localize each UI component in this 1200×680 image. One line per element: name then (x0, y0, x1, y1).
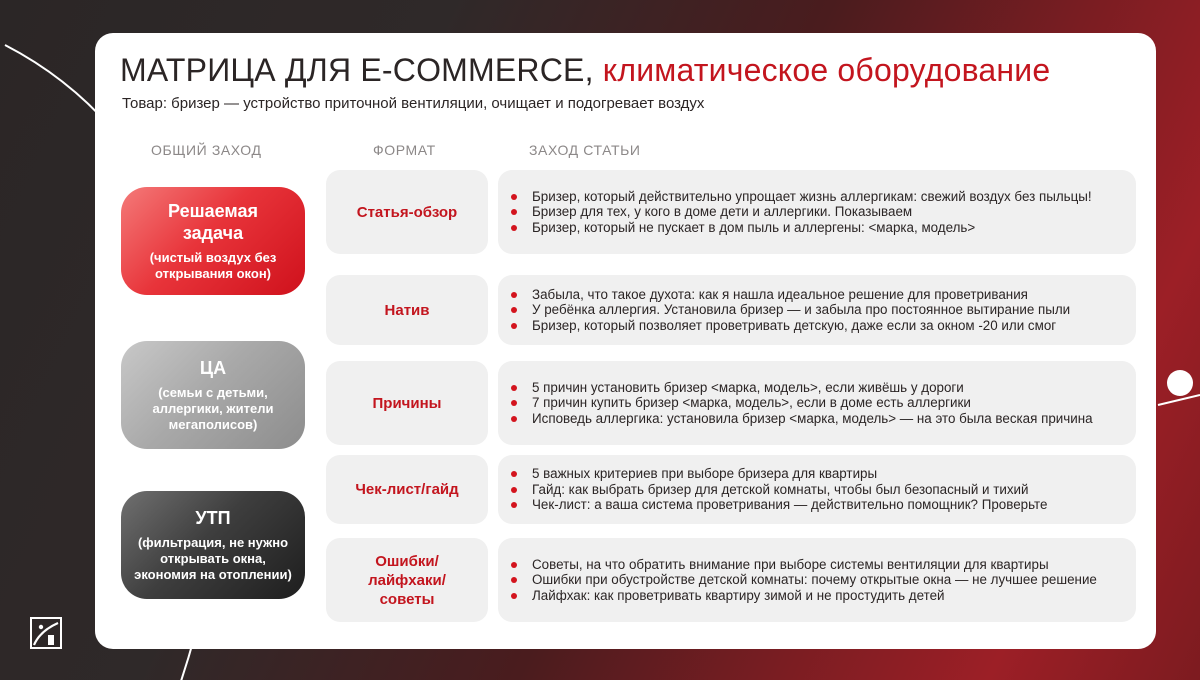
list-item: 7 причин купить бризер <марка, модель>, если в доме есть аллергики (508, 395, 1128, 411)
article-list-reasons (498, 361, 1136, 445)
format-native: Натив (326, 275, 488, 345)
list-item: 5 важных критериев при выборе бризера для квартиры (508, 466, 1128, 482)
format-review: Статья-обзор (326, 170, 488, 254)
approach-card-audience (121, 341, 305, 449)
article-list-native (498, 275, 1136, 345)
approach-note: (чистый воздух без открывания окон) (149, 250, 277, 281)
format-checklist: Чек-лист/гайд (326, 455, 488, 524)
approach-card-usp (121, 491, 305, 599)
title-accent: климатическое оборудование (602, 52, 1051, 88)
list-item: Исповедь аллергика: установила бризер <марка, модель> — на это была веская причина (508, 411, 1128, 427)
approach-title: Решаемая задача (168, 201, 258, 243)
list-item: Лайфхак: как проветривать квартиру зимой и не простудить детей (508, 588, 1128, 604)
title-main: МАТРИЦА ДЛЯ E-COMMERCE, (120, 52, 594, 88)
column-header-article: ЗАХОД СТАТЬИ (529, 142, 641, 158)
approach-card-task (121, 187, 305, 295)
list-item: Бризер, который не пускает в дом пыль и аллергены: <марка, модель> (508, 220, 1128, 236)
list-item: Бризер, который позволяет проветривать детскую, даже если за окном -20 или смог (508, 318, 1128, 334)
list-item: Забыла, что такое духота: как я нашла идеальное решение для проветривания (508, 287, 1128, 303)
page-subtitle: Товар: бризер — устройство приточной вентиляции, очищает и подогревает воздух (122, 95, 705, 112)
matrix-card (95, 33, 1156, 649)
article-list-tips (498, 538, 1136, 622)
list-item: Чек-лист: а ваша система проветривания — действительно помощник? Проверьте (508, 497, 1128, 513)
approach-note: (семьи с детьми, аллергики, жители мегаполисов) (152, 385, 274, 432)
format-reasons: Причины (326, 361, 488, 445)
format-tips (326, 538, 488, 622)
approach-note: (фильтрация, не нужно открывать окна, экономия на отоплении) (134, 535, 292, 582)
logo-icon (30, 617, 62, 649)
column-header-approach: ОБЩИЙ ЗАХОД (151, 142, 262, 158)
list-item: Бризер, который действительно упрощает жизнь аллергикам: свежий воздух без пыльцы! (508, 189, 1128, 205)
list-item: Гайд: как выбрать бризер для детской комнаты, чтобы был безопасный и тихий (508, 482, 1128, 498)
format-tips-label: Ошибки/ лайфхаки/ советы (368, 552, 446, 608)
column-header-format: ФОРМАТ (373, 142, 436, 158)
article-list-review (498, 170, 1136, 254)
list-item: 5 причин установить бризер <марка, модель>, если живёшь у дороги (508, 380, 1128, 396)
page-title (120, 51, 1050, 89)
article-list-checklist (498, 455, 1136, 524)
list-item: Советы, на что обратить внимание при выборе системы вентиляции для квартиры (508, 557, 1128, 573)
approach-title: ЦА (199, 358, 227, 378)
list-item: У ребёнка аллергия. Установила бризер — и забыла про постоянное вытирание пыли (508, 302, 1128, 318)
list-item: Бризер для тех, у кого в доме дети и аллергики. Показываем (508, 204, 1128, 220)
decorative-dot (1167, 370, 1193, 396)
approach-title: УТП (195, 508, 231, 528)
list-item: Ошибки при обустройстве детской комнаты: почему открытые окна — не лучшее решение (508, 572, 1128, 588)
